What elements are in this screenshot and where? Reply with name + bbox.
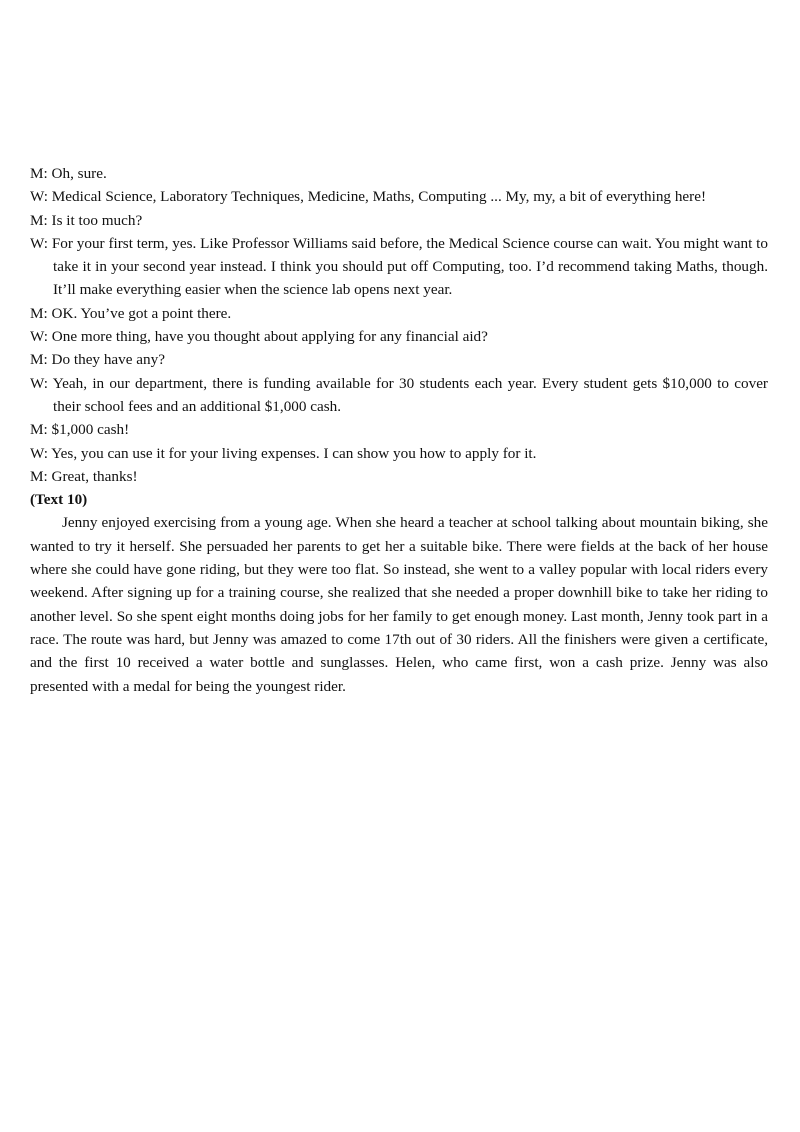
dialogue-line: W: Medical Science, Laboratory Techniques, Medicine, Maths, Computing ... My, my, a bit of everything here! xyxy=(30,188,707,206)
dialogue-line: W: For your first term, yes. Like Professor Williams said before, the Medical Science course can wait. You might want to take it in your second year instead. I think you should put off Computing, too. I’d recommend taking Maths, though. It’ll make everything easier when the science lab opens next year. xyxy=(30,234,768,299)
dialogue-line: W: One more thing, have you thought about applying for any financial aid? xyxy=(30,328,488,346)
dialogue-line: W: Yes, you can use it for your living expenses. I can show you how to apply for it. xyxy=(30,444,537,462)
dialogue-line: M: $1,000 cash! xyxy=(30,421,130,439)
dialogue-line: M: Oh, sure. xyxy=(30,165,107,182)
text10-paragraph: Jenny enjoyed exercising from a young age. When she heard a teacher at school talking about mountain biking, she wanted to try it herself. She persuaded her parents to get her a suitable bike. There were fields at the back of her house where she could have gone riding, but they were too flat. So instead, she went to a valley popular with local riders every weekend. After signing up for a training course, she realized that she needed a proper downhill bike to take her riding to another level. So she spent eight months doing jobs for her family to get enough money. Last month, Jenny took part in a race. The route was hard, but Jenny was amazed to come 17th out of 30 riders. All the finishers were given a certificate, and the first 10 received a water bottle and sunglasses. Helen, who came first, won a cash prize. Jenny was also presented with a medal for being the youngest rider. xyxy=(30,514,768,695)
section-heading: (Text 10) xyxy=(30,491,88,509)
dialogue-line: M: Do they have any? xyxy=(30,351,165,369)
dialogue-line: M: OK. You’ve got a point there. xyxy=(30,304,232,322)
dialogue-line: W: Yeah, in our department, there is funding available for 30 students each year. Every student gets $10,000 to cover their school fees and an additional $1,000 cash. xyxy=(30,374,768,415)
dialogue-line: M: Is it too much? xyxy=(30,211,143,229)
document-page xyxy=(30,162,768,698)
dialogue-line: M: Great, thanks! xyxy=(30,467,138,485)
dialogue-transcript xyxy=(30,162,768,488)
